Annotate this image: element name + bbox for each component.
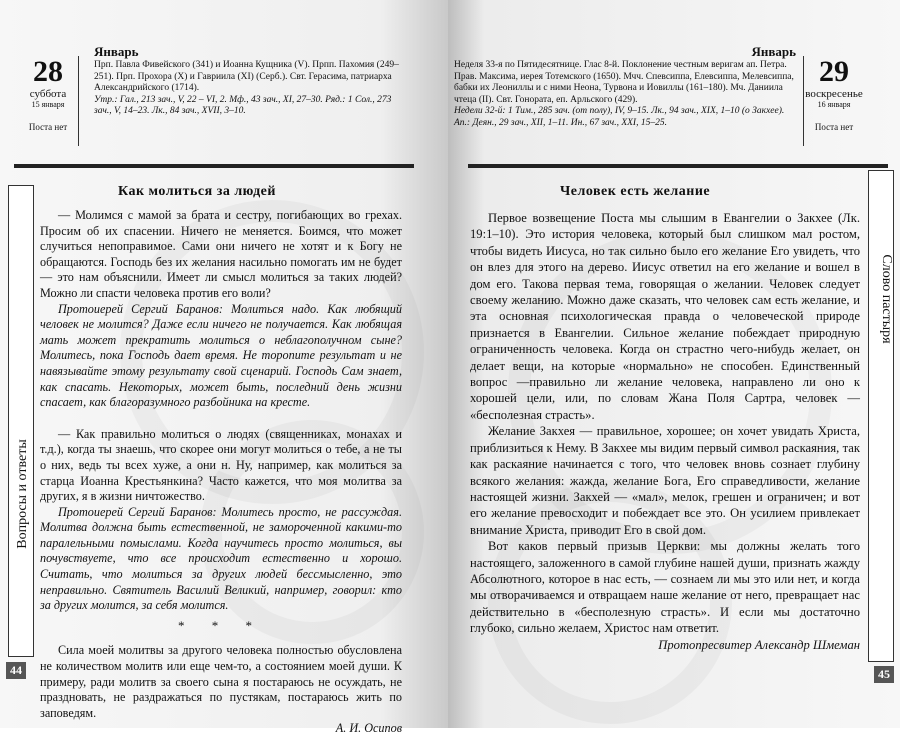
answer-paragraph: Протоиерей Сергий Баранов: Молиться надо. Как любящий человек не молится? Даже если ничего не получается. Как любящая мать может прекратить молиться о неблагополучном сыне? Молитесь, пока Господь дает время. Не торопите результат и не навязывайте этому результату свой сценарий. Господь Сам знает, как спасать. Некоторых, может быть, последний день жизни спасает, как благоразумного разбойника на кресте. [40, 301, 402, 410]
month-label: Январь [751, 44, 796, 59]
article-title: Человек есть желание [560, 184, 711, 199]
paragraph: Сила моей молитвы за другого человека полностью обусловлена не количеством молитв или еще чем-то, а состоянием моей души. К примеру, ради молитв за своего сына я постараюсь не осуждать, не праздновать, не раздражаться по пустякам, постараюсь жить по заповедям. [40, 643, 402, 720]
author-signature: Протопресвитер Александр Шмеман [658, 637, 860, 652]
fast-note: Поста нет [814, 122, 854, 132]
paragraph: Первое возвещение Поста мы слышим в Евангелии о Закхее (Лк. 19:1–10). Это история человека, который был слишком мал ростом, чтобы видеть Иисуса, но так сильно было его желание Его увидеть, что он влез для этого на дерево. Иисус ответил на его желание и вошел в дом его. Такова первая тема, говорящая о желании. Человек следует своему желанию. Можно даже сказать, что человек сам есть желание, и эта основная психологическая правда о человеческой природе признается в Евангелии. Сильное желание побеждает природную ограниченность человека. Когда он страстно чего-нибудь желает, он делает вещи, на которые «нормально» не способен. Единственный вопрос —правильно ли желание человека, направлено ли оно к хорошей цели, или, по словам Жана Поля Сартра, человек — «бесполезная страсть». [470, 211, 860, 422]
paragraph: — Как правильно молиться о людях (священниках, монахах и т.д.), когда ты знаешь, что скорее они могут молиться о тебе, а не ты о них, ведь ты всех хуже, а они н. Ну, например, как молиться за старца Иоанна Крестьянкина? Часто кажется, что моя молитва за других, я в жизни ничтожество. [40, 426, 402, 504]
side-tab-label: Слово пастыря [879, 254, 894, 344]
author-signature: А. И. Осипов [335, 721, 402, 736]
article-body [470, 210, 860, 653]
side-tab [868, 170, 894, 662]
paragraph: — Молимся с мамой за брата и сестру, погибающих во грехах. Просим об их спасении. Ничего не меняется. Боимся, что может случиться непоправимое. Сами они ничего не хотят и к Богу не обращаются. Господь без их желания насильно помогать им не будет — это нам объяснили. Имеет ли смысл молиться за таких людей? Можно ли спасти человека против его воли? [40, 208, 402, 300]
fast-note: Поста нет [28, 122, 68, 132]
day-number: 29 [819, 55, 849, 88]
left-page [0, 0, 448, 736]
answer-paragraph: Протоиерей Сергий Баранов: Молитесь просто, не рассуждая. Молитва должна быть естественной, не замороченной какими-то паралельными помыслами. Когда научитесь просто молиться, вы почувствуете, что все происходит естественно и хорошо. Считать, что молиться за других людей бессмысленно, это неправильно. Святитель Василий Великий, например, говорил: кто за других молится, за себя молится. [40, 504, 402, 613]
readings-text: Недели 32-й: 1 Тим., 285 зач. (от полу), IV, 9–15. Лк., 94 зач., XIX, 1–10 (о Закхее). Ап.: Деян., 29 зач., XII, 1–11. Ин., 67 зач., XXI, 15–25. [454, 106, 785, 128]
side-tab [8, 185, 34, 657]
day-number: 28 [33, 55, 63, 88]
side-tab-label: Вопросы и ответы [15, 439, 30, 549]
calendar-header [454, 44, 864, 152]
saints-text: Прп. Павла Фивейского (341) и Иоанна Кущника (V). Прпп. Пахомия (249–251). Прп. Прохора (X) и Гавриила (XI) (Серб.). Свт. Герасима, патриарха Александрийского (1714). [94, 60, 399, 93]
header-rule [14, 164, 414, 168]
readings-text: Утр.: Гал., 213 зач., V, 22 – VI, 2. Мф., 43 зач., XI, 27–30. Ряд.: 1 Сол., 273 зач., V, 14–23. Лк., 84 зач., XVII, 3–10. [94, 94, 392, 116]
day-of-week: воскресенье [805, 88, 863, 100]
right-page [448, 0, 900, 728]
paragraph: Вот каков первый призыв Церкви: мы должны желать того настоящего, заложенного в самой глубине нашей души, признать жажду Абсолютного, которое в нас есть, — сознаем ли мы это или нет, и когда мы отворачиваемся и отвращаем наше желание от него, превращает нас действительно в «бесполезную страсть». И если мы достаточно глубоко, сильно желаем, Христос нам ответит. [470, 539, 860, 636]
paragraph: Желание Закхея — правильное, хорошее; он хочет увидать Христа, приблизиться к Нему. В Закхее мы видим первый символ раскаяния, так как раскаяние начинается с того, что человек вновь сознает глубину всякого желания: жажда, желание Бога, Его справедливости, желание настоящей жизни. Закхей — «мал», мелок, грешен и ограничен; и вот его желание превосходит и побеждает все это. Он усилием привлекает внимание Христа, приводит Его в свой дом. [470, 424, 860, 537]
day-box [803, 56, 864, 146]
page-number: 45 [874, 666, 894, 683]
saints-text: Неделя 33-я по Пятидесятнице. Глас 8-й. Поклонение честным веригам ап. Петра. Прав. Максима, иерея Тотемского (1650). Мчч. Спевсиппа, Елевсиппа, Мелевсиппа, бабки их Леониллы и с ними Неона, Турвона и Иовиллы (161–180). Мч. Даниила чтеца (II). Свт. Гоноратa, еп. Арльского (429). [454, 60, 794, 105]
article-title: Как молиться за людей [118, 184, 276, 199]
calendar-saints [454, 60, 794, 129]
month-label: Январь [94, 44, 139, 59]
header-rule [468, 164, 888, 168]
calendar-header [18, 44, 408, 152]
day-of-week: суббота [29, 88, 67, 100]
page-number: 44 [6, 662, 26, 679]
article-body [40, 208, 402, 737]
old-style-date: 16 января [817, 100, 851, 109]
day-box [18, 56, 79, 146]
old-style-date: 15 января [31, 100, 65, 109]
calendar-saints [94, 60, 406, 118]
section-divider: * * * [178, 617, 264, 633]
